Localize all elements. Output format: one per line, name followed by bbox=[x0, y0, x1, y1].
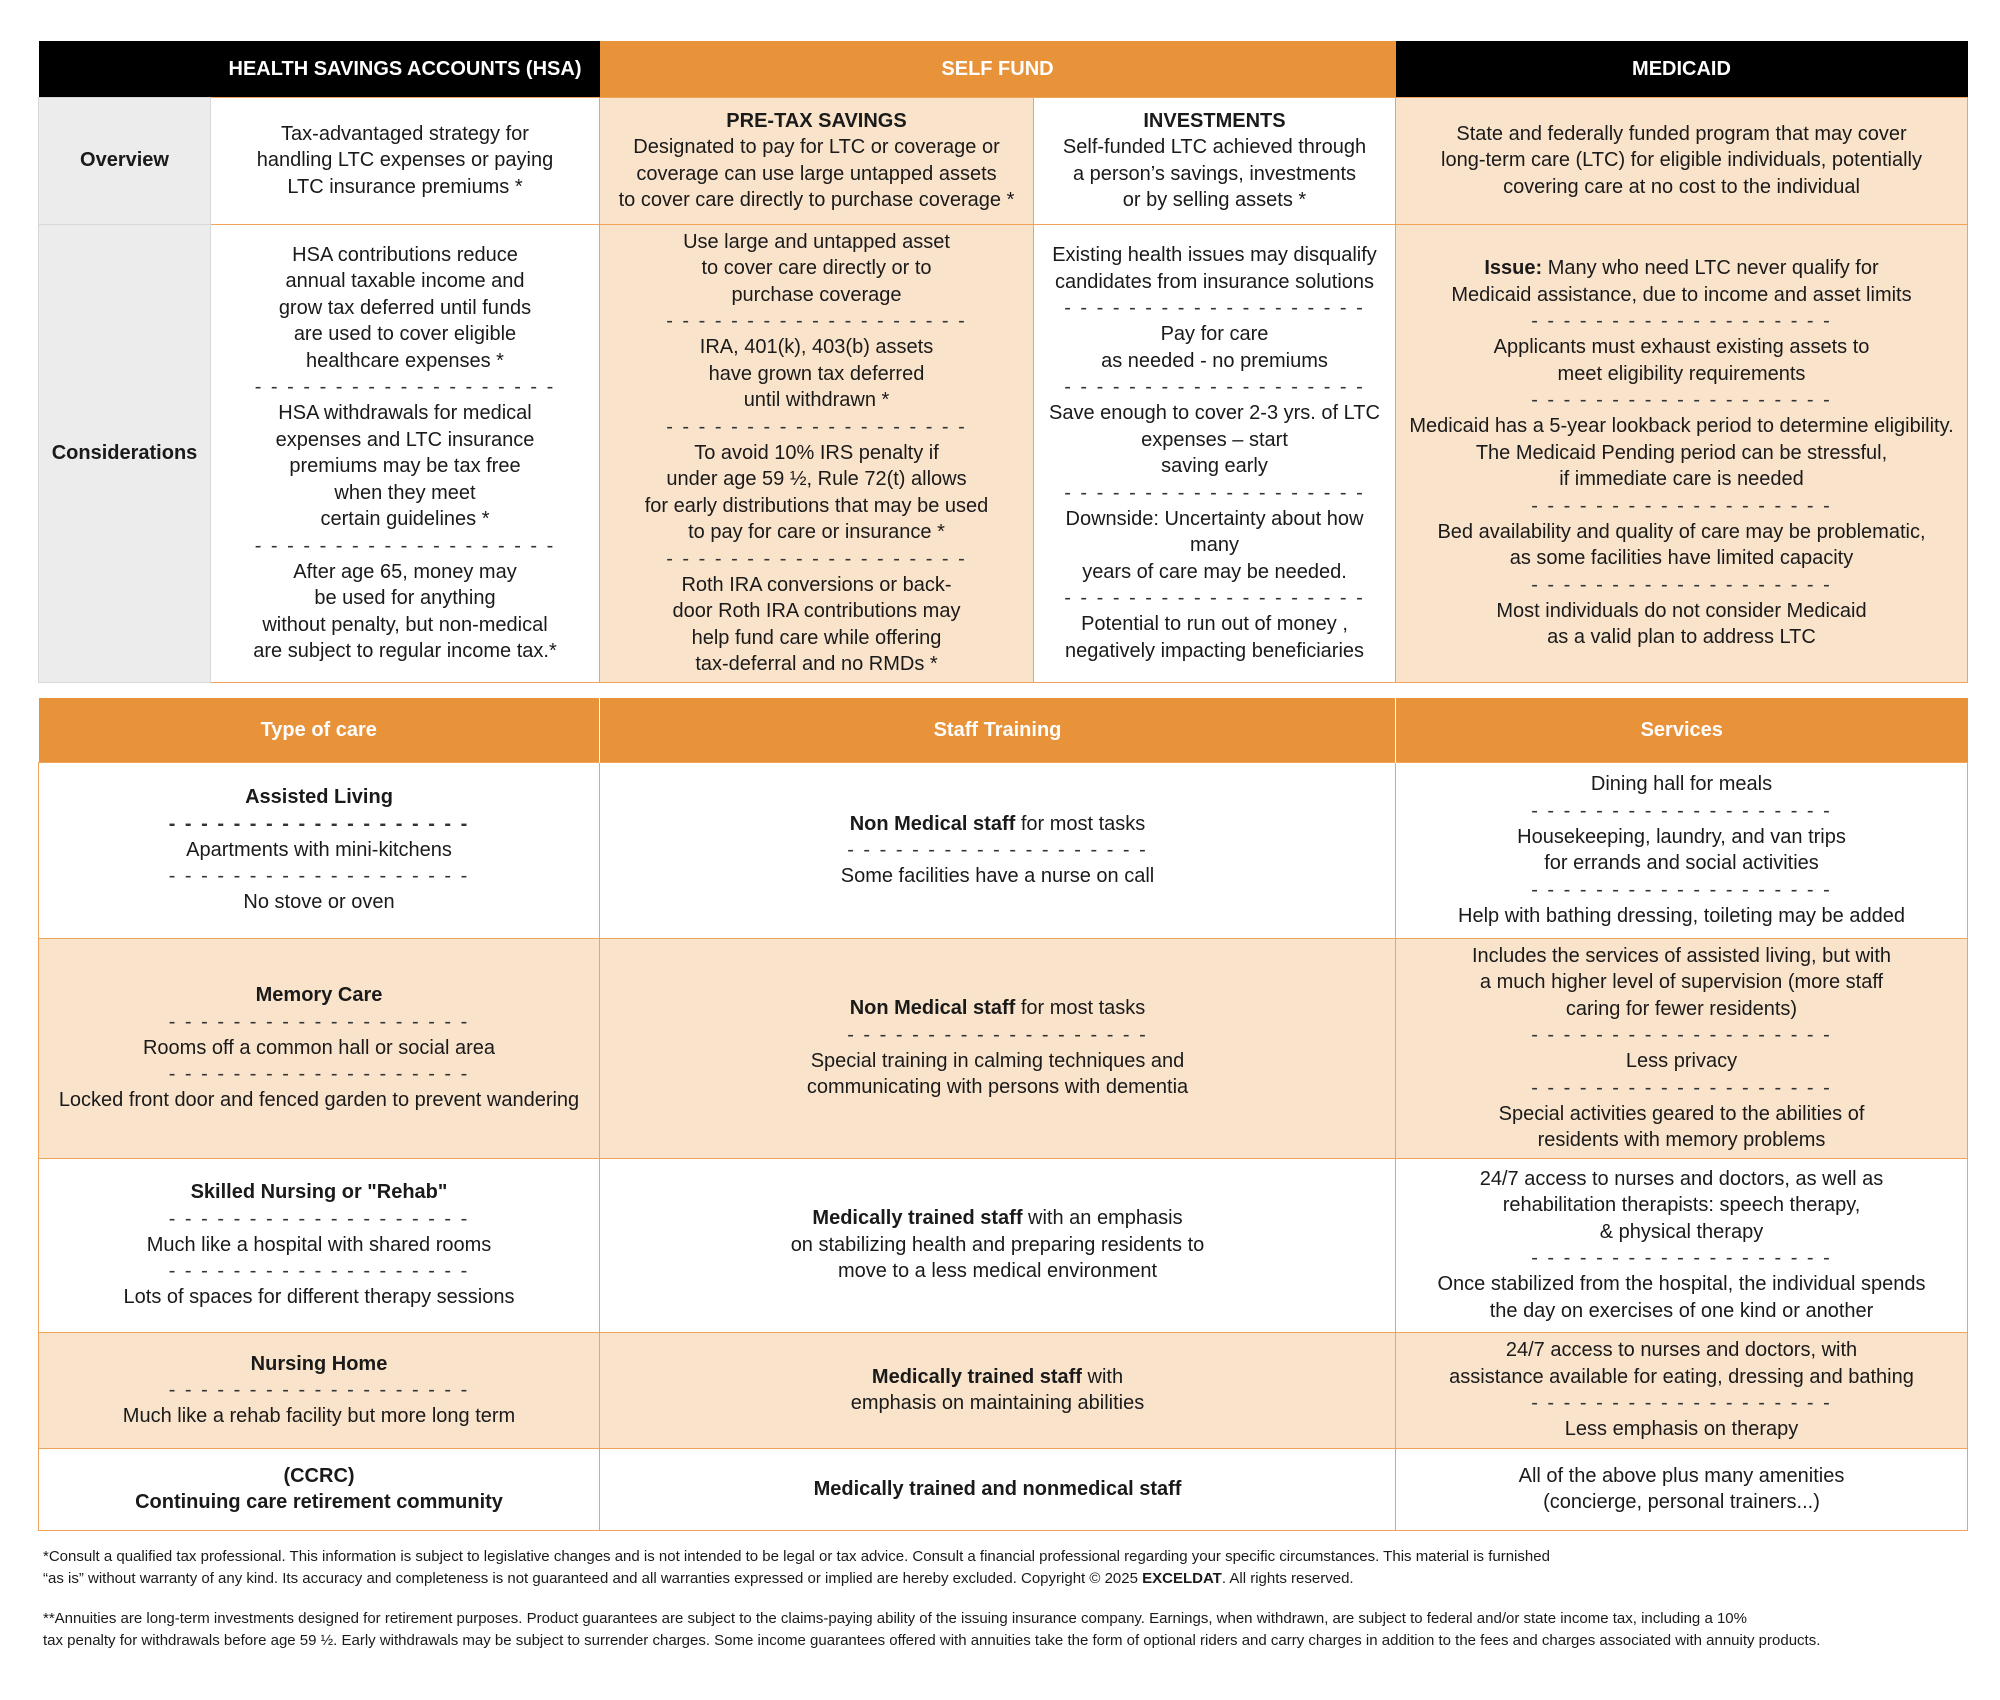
investments-considerations: Existing health issues may disqualify candidates from insurance solutions - - - - - - - - - - - - - - - - - - - Pay for care as needed - no premiums - - - - - - - - - - - - - - - - - - - Save enough to cover 2-3 yrs. of LTC expenses – start saving early - - - - - - - - - - - - - - - - - - - Downside: Uncertainty about how many years of care may be needed. - - - - - - - - - - - - - - - - - - - Potential to run out of money , negatively impacting beneficiaries bbox=[1034, 224, 1396, 682]
pretax-title: PRE-TAX SAVINGS bbox=[726, 109, 907, 132]
tax-disclaimer: *Consult a qualified tax professional. This information is subject to legislative changes and is not intended to be legal or tax advice. Consult a financial professional regarding your specific circumstances. This material is furnished “as is” without warranty of any kind. Its accuracy and completeness is not guaranteed and all warranties expressed or implied are hereby excluded. Copyright © 2025 EXCELDAT. All rights reserved. bbox=[43, 1548, 1550, 1587]
care-type-cell: Memory Care - - - - - - - - - - - - - - - - - - - Rooms off a common hall or social area - - - - - - - - - - - - - - - - - - - Locked front door and fenced garden to prevent wandering bbox=[39, 938, 600, 1158]
divider: - - - - - - - - - - - - - - - - - - - bbox=[1531, 389, 1832, 412]
table-row bbox=[39, 1158, 1968, 1332]
services-cell: 24/7 access to nurses and doctors, with assistance available for eating, dressing and bathing - - - - - - - - - - - - - - - - - - - Less emphasis on therapy bbox=[1396, 1332, 1968, 1448]
table-row bbox=[39, 1332, 1968, 1448]
overview-label: Overview bbox=[39, 97, 211, 224]
care-types-table bbox=[38, 698, 1968, 1531]
care-type-cell: Assisted Living - - - - - - - - - - - - - - - - - - - Apartments with mini-kitchens - - - - - - - - - - - - - - - - - - - No stove or oven bbox=[39, 762, 600, 938]
services-cell: Dining hall for meals - - - - - - - - - - - - - - - - - - - Housekeeping, laundry, and van trips for errands and social activities - - - - - - - - - - - - - - - - - - - Help with bathing dressing, toileting may be added bbox=[1396, 762, 1968, 938]
header-blank bbox=[39, 41, 211, 97]
header-services: Services bbox=[1396, 698, 1968, 762]
header-self-fund: SELF FUND bbox=[600, 41, 1396, 97]
divider: - - - - - - - - - - - - - - - - - - - bbox=[847, 839, 1148, 861]
staff-training-cell: Non Medical staff for most tasks - - - - - - - - - - - - - - - - - - - Special training in calming techniques and communicating with persons with dementia bbox=[600, 938, 1396, 1158]
divider: - - - - - - - - - - - - - - - - - - - bbox=[168, 812, 470, 835]
divider: - - - - - - - - - - - - - - - - - - - bbox=[1064, 376, 1365, 398]
staff-training-cell: Medically trained staff with emphasis on maintaining abilities bbox=[600, 1332, 1396, 1448]
considerations-row bbox=[39, 224, 1968, 682]
brand-name: EXCELDAT bbox=[1142, 1570, 1222, 1587]
divider: - - - - - - - - - - - - - - - - - - - bbox=[168, 865, 470, 888]
table-row bbox=[39, 1448, 1968, 1530]
care-type-cell: Nursing Home - - - - - - - - - - - - - - - - - - - Much like a rehab facility but more long term bbox=[39, 1332, 600, 1448]
funding-header-row bbox=[39, 41, 1968, 97]
divider: - - - - - - - - - - - - - - - - - - - bbox=[1531, 573, 1832, 596]
care-type-cell: Skilled Nursing or "Rehab" - - - - - - - - - - - - - - - - - - - Much like a hospital with shared rooms - - - - - - - - - - - - - - - - - - - Lots of spaces for different therapy sessions bbox=[39, 1158, 600, 1332]
services-cell: All of the above plus many amenities (concierge, personal trainers...) bbox=[1396, 1448, 1968, 1530]
header-type-of-care: Type of care bbox=[39, 698, 600, 762]
divider: - - - - - - - - - - - - - - - - - - - bbox=[1531, 1247, 1832, 1270]
divider: - - - - - - - - - - - - - - - - - - - bbox=[168, 1379, 470, 1401]
divider: - - - - - - - - - - - - - - - - - - - bbox=[847, 1023, 1148, 1046]
table-row bbox=[39, 762, 1968, 938]
divider: - - - - - - - - - - - - - - - - - - - bbox=[666, 547, 967, 570]
divider: - - - - - - - - - - - - - - - - - - - bbox=[168, 1010, 470, 1033]
hsa-considerations: HSA contributions reduce annual taxable income and grow tax deferred until funds are used to cover eligible healthcare expenses * - - - - - - - - - - - - - - - - - - - HSA withdrawals for medical expenses and LTC insurance premiums may be tax free when they meet certain guidelines * - - - - - - - - - - - - - - - - - - - After age 65, money may be used for anything without penalty, but non-medical are subject to regular income tax.* bbox=[211, 224, 600, 682]
table-row bbox=[39, 938, 1968, 1158]
divider: - - - - - - - - - - - - - - - - - - - bbox=[168, 1063, 470, 1086]
staff-training-cell: Medically trained staff with an emphasis on stabilizing health and preparing residents to move to a less medical environment bbox=[600, 1158, 1396, 1332]
services-cell: 24/7 access to nurses and doctors, as well as rehabilitation therapists: speech therapy, & physical therapy - - - - - - - - - - - - - - - - - - - Once stabilized from the hospital, the individual spends the day on exercises of one kind or another bbox=[1396, 1158, 1968, 1332]
investments-title: INVESTMENTS bbox=[1143, 109, 1286, 132]
staff-training-cell: Non Medical staff for most tasks - - - - - - - - - - - - - - - - - - - Some facilities have a nurse on call bbox=[600, 762, 1396, 938]
divider: - - - - - - - - - - - - - - - - - - - bbox=[666, 415, 967, 438]
header-staff-training: Staff Training bbox=[600, 698, 1396, 762]
considerations-label: Considerations bbox=[39, 224, 211, 682]
divider: - - - - - - - - - - - - - - - - - - - bbox=[1531, 878, 1832, 901]
divider: - - - - - - - - - - - - - - - - - - - bbox=[1531, 799, 1832, 822]
divider: - - - - - - - - - - - - - - - - - - - bbox=[168, 1260, 470, 1283]
divider: - - - - - - - - - - - - - - - - - - - bbox=[1064, 297, 1365, 319]
services-cell: Includes the services of assisted living, but with a much higher level of supervision (more staff caring for fewer residents) - - - - - - - - - - - - - - - - - - - Less privacy - - - - - - - - - - - - - - - - - - - Special activities geared to the abilities of residents with memory problems bbox=[1396, 938, 1968, 1158]
divider: - - - - - - - - - - - - - - - - - - - bbox=[1531, 310, 1832, 333]
divider: - - - - - - - - - - - - - - - - - - - bbox=[254, 534, 556, 557]
divider: - - - - - - - - - - - - - - - - - - - bbox=[1531, 494, 1832, 517]
pretax-overview: PRE-TAX SAVINGS Designated to pay for LTC or coverage or coverage can use large untapped assets to cover care directly to purchase coverage * bbox=[600, 97, 1034, 224]
header-hsa: HEALTH SAVINGS ACCOUNTS (HSA) bbox=[211, 41, 600, 97]
header-medicaid: MEDICAID bbox=[1396, 41, 1968, 97]
divider: - - - - - - - - - - - - - - - - - - - bbox=[1531, 1392, 1832, 1415]
staff-training-cell: Medically trained and nonmedical staff bbox=[600, 1448, 1396, 1530]
medicaid-considerations: Issue: Many who need LTC never qualify for Medicaid assistance, due to income and asset limits - - - - - - - - - - - - - - - - - - - Applicants must exhaust existing assets to meet eligibility requirements - - - - - - - - - - - - - - - - - - - Medicaid has a 5-year lookback period to determine eligibility. The Medicaid Pending period can be stressful, if immediate care is needed - - - - - - - - - - - - - - - - - - - Bed availability and quality of care may be problematic, as some facilities have limited capacity - - - - - - - - - - - - - - - - - - - Most individuals do not consider Medicaid as a valid plan to address LTC bbox=[1396, 224, 1968, 682]
hsa-overview: Tax-advantaged strategy for handling LTC expenses or paying LTC insurance premiums * bbox=[211, 97, 600, 224]
divider: - - - - - - - - - - - - - - - - - - - bbox=[254, 376, 556, 398]
issue-label: Issue: bbox=[1484, 257, 1543, 280]
divider: - - - - - - - - - - - - - - - - - - - bbox=[1064, 587, 1365, 609]
divider: - - - - - - - - - - - - - - - - - - - bbox=[1531, 1024, 1832, 1046]
divider: - - - - - - - - - - - - - - - - - - - bbox=[168, 1207, 470, 1230]
care-header-row bbox=[39, 698, 1968, 762]
ltc-funding-table bbox=[38, 41, 1968, 683]
divider: - - - - - - - - - - - - - - - - - - - bbox=[1531, 1076, 1832, 1099]
medicaid-overview: State and federally funded program that may cover long-term care (LTC) for eligible individuals, potentially covering care at no cost to the individual bbox=[1396, 97, 1968, 224]
investments-overview: INVESTMENTS Self-funded LTC achieved through a person’s savings, investments or by selling assets * bbox=[1034, 97, 1396, 224]
overview-row bbox=[39, 97, 1968, 224]
divider: - - - - - - - - - - - - - - - - - - - bbox=[1064, 481, 1365, 504]
pretax-considerations: Use large and untapped asset to cover care directly or to purchase coverage - - - - - - - - - - - - - - - - - - - IRA, 401(k), 403(b) assets have grown tax deferred until withdrawn * - - - - - - - - - - - - - - - - - - - To avoid 10% IRS penalty if under age 59 ½, Rule 72(t) allows for early distributions that may be used to pay for care or insurance * - - - - - - - - - - - - - - - - - - - Roth IRA conversions or back- door Roth IRA contributions may help fund care while offering tax-deferral and no RMDs * bbox=[600, 224, 1034, 682]
care-type-cell: (CCRC) Continuing care retirement community bbox=[39, 1448, 600, 1530]
annuity-disclaimer: **Annuities are long-term investments designed for retirement purposes. Product guarantees are subject to the claims-paying ability of the issuing insurance company. Earnings, when withdrawn, are subject to federal and/or state income tax, including a 10% tax penalty for withdrawals before age 59 ½. Early withdrawals may be subject to surrender charges. Some income guarantees offered with annuities take the form of optional riders and carry charges in addition to the fees and charges associated with annuity products. bbox=[43, 1610, 1821, 1649]
divider: - - - - - - - - - - - - - - - - - - - bbox=[666, 310, 967, 332]
